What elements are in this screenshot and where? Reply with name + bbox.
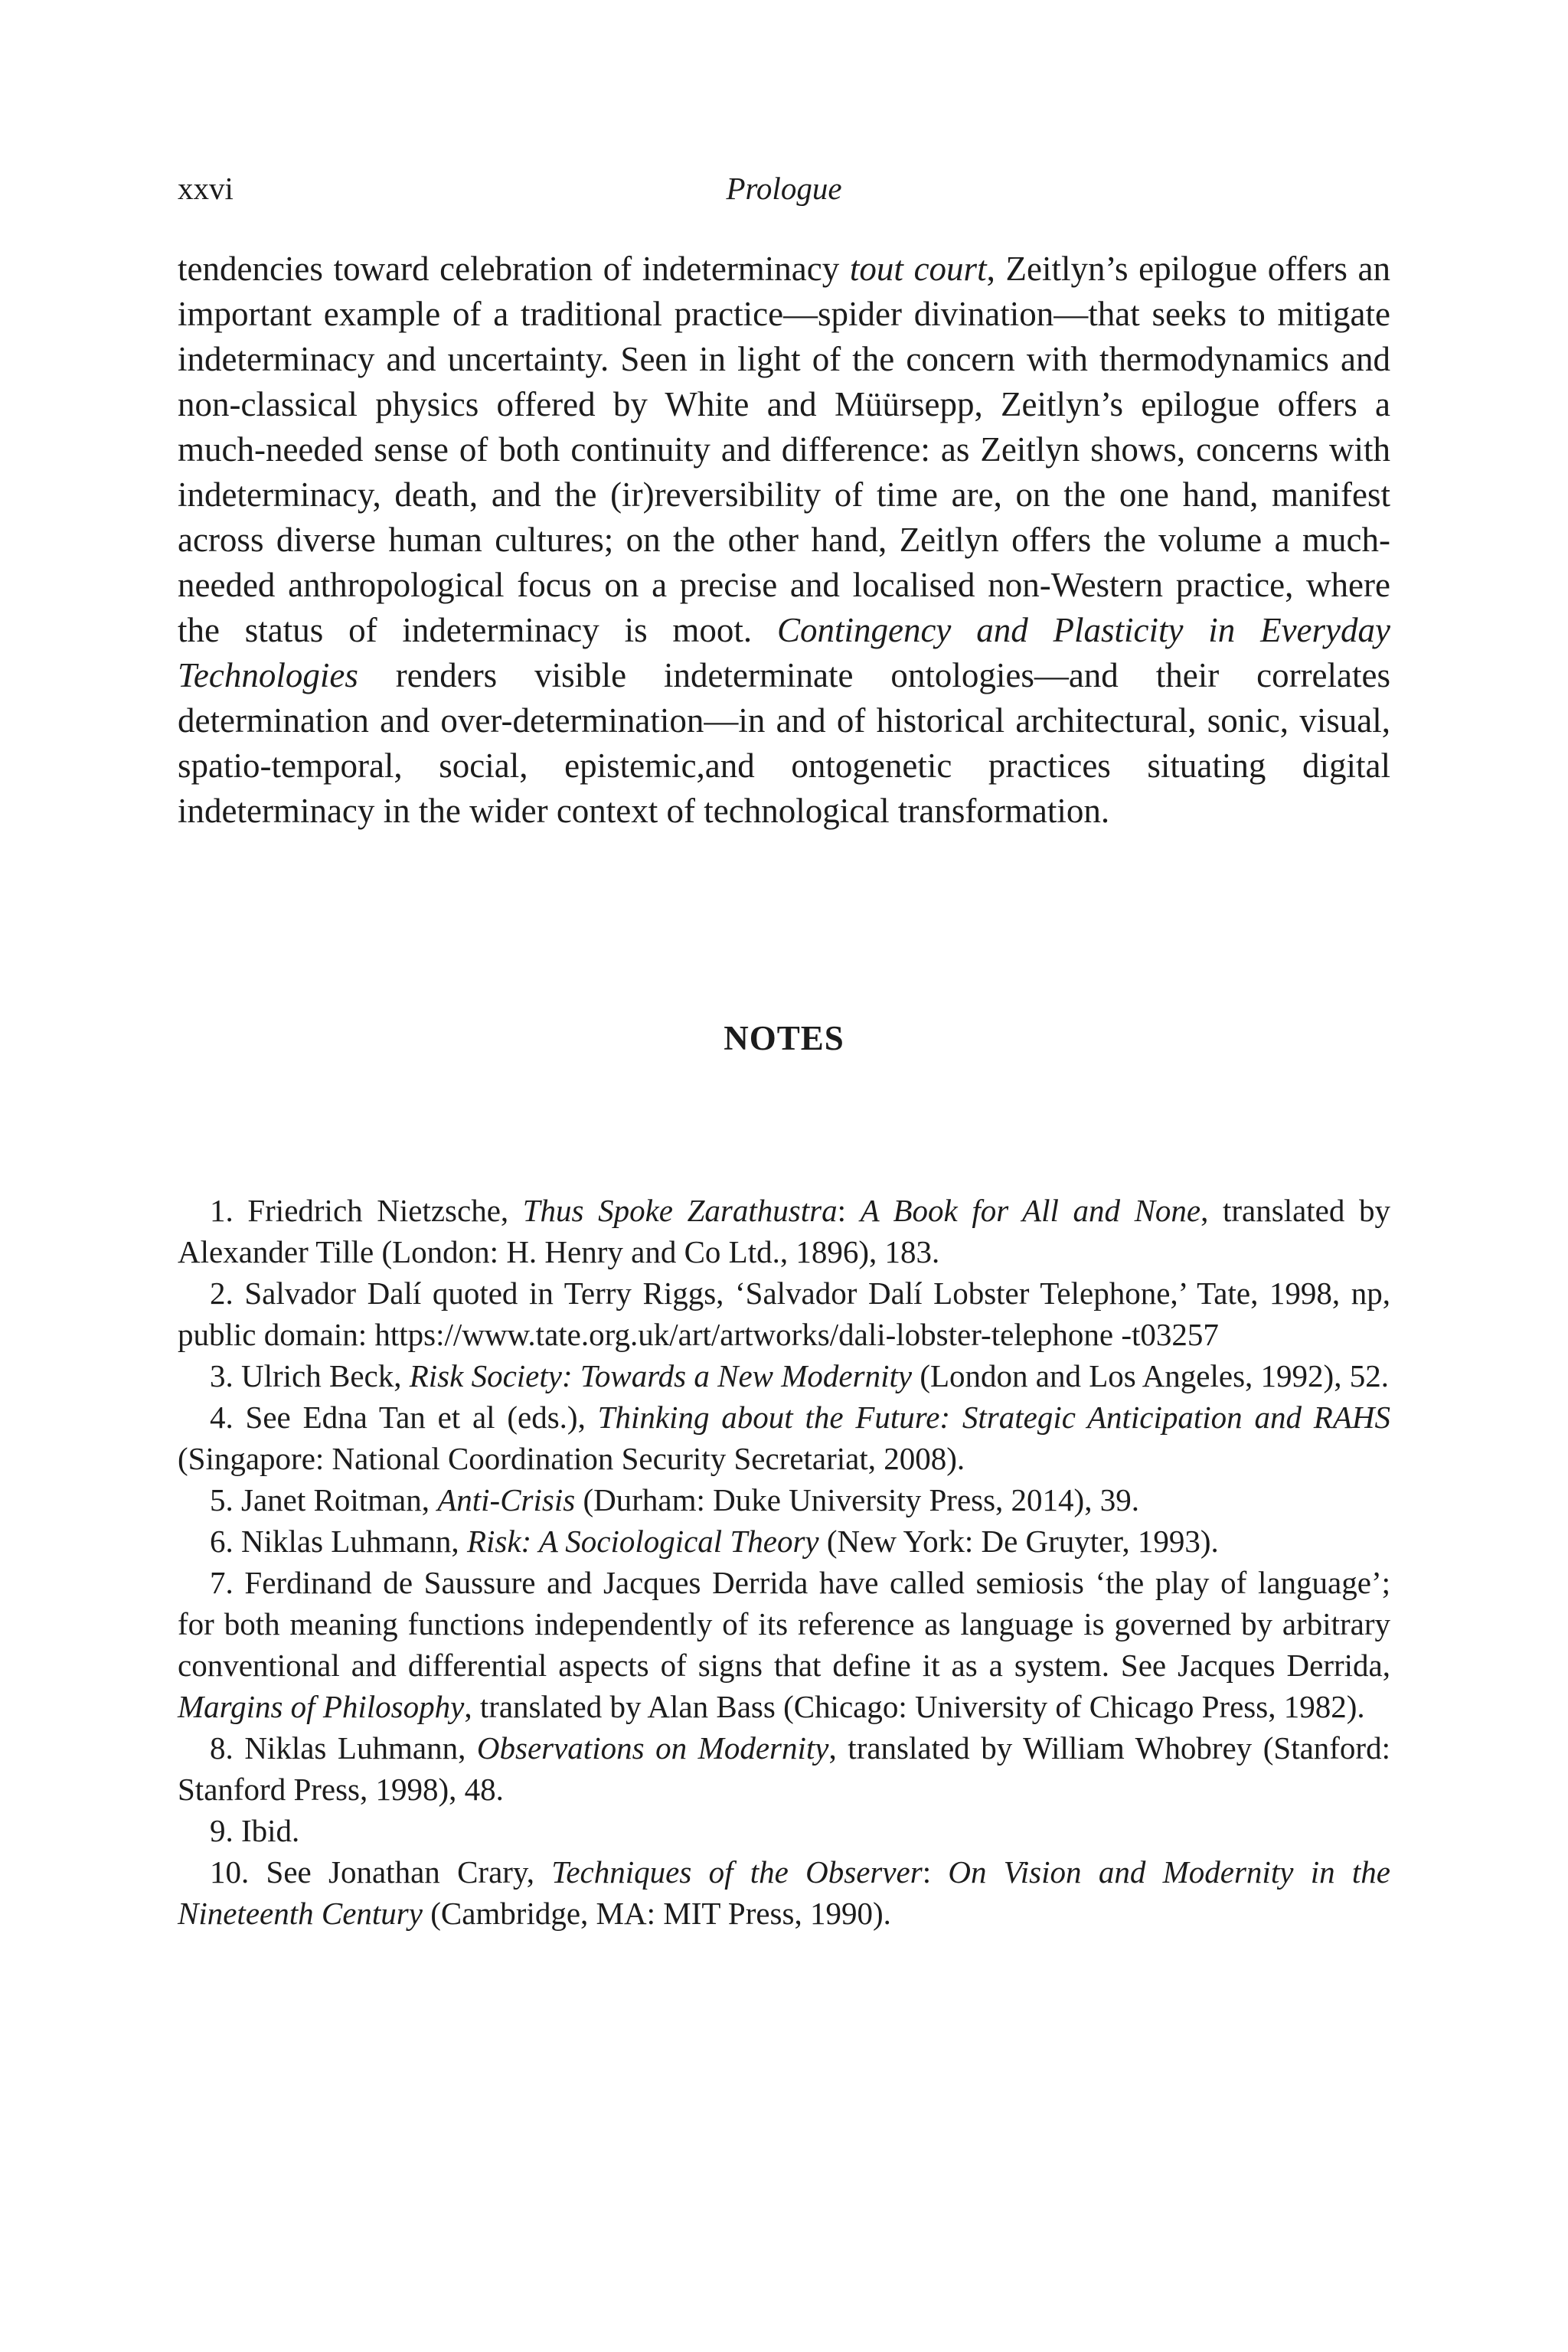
note-item [178,1190,1390,1272]
note-text: 8. Niklas Luhmann, [210,1730,477,1766]
body-italic-segment: tout court [849,250,987,288]
note-text: (New York: De Gruyter, 1993). [818,1524,1219,1559]
note-item [178,1562,1390,1727]
note-italic: A Book for All and None [860,1193,1201,1228]
note-italic: Thus Spoke Zarathustra [522,1193,838,1228]
note-text: (Singapore: National Coordination Security Secretariat, 2008). [178,1441,965,1476]
note-item [178,1727,1390,1810]
note-text: , translated by William Whobrey (Stanford: Stanford Press, 1998), 48. [178,1730,1390,1807]
note-item [178,1810,1390,1851]
note-italic: Techniques of the Observer [551,1854,923,1890]
note-item [178,1479,1390,1521]
note-text: 1. Friedrich Nietzsche, [210,1193,523,1228]
note-italic: Risk Society: Towards a New Modernity [409,1358,913,1393]
note-text: 4. See Edna Tan et al (eds.), [210,1400,598,1435]
note-text: (Cambridge, MA: MIT Press, 1990). [422,1896,891,1931]
note-text: (London and Los Angeles, 1992), 52. [912,1358,1389,1393]
note-text: 6. Niklas Luhmann, [210,1524,467,1559]
body-text-segment: tendencies toward celebration of indeterminacy [178,250,850,288]
note-text: 5. Janet Roitman, [210,1482,438,1517]
note-italic: On Vision and Modernity in the Nineteenth Century [178,1854,1390,1931]
running-title: Prologue [726,171,842,206]
note-text: , translated by Alexander Tille (London: H. Henry and Co Ltd., 1896), 183. [178,1193,1390,1269]
note-italic: Thinking about the Future: Strategic Anticipation and RAHS [597,1400,1390,1435]
note-text: : [837,1193,861,1228]
note-italic: Margins of Philosophy [178,1689,465,1724]
running-head [178,167,1390,210]
note-text: (Durham: Duke University Press, 2014), 39. [575,1482,1139,1517]
note-italic: Anti-Crisis [437,1482,576,1517]
note-italic: Risk: A Sociological Theory [466,1524,819,1559]
note-text: 3. Ulrich Beck, [210,1358,410,1393]
body-italic-segment: Contingency and Plasticity in Everyday Technologies [178,611,1390,694]
notes-heading: NOTES [724,1019,844,1057]
note-text: 9. Ibid. [210,1813,300,1848]
note-item [178,1355,1390,1396]
note-text: 2. Salvador Dalí quoted in Terry Riggs, ‘Salvador Dalí Lobster Telephone,’ Tate, 1998, np, public domain: https://www.tate.org.uk/art/artworks/dali-lobster-telephone -t03257 [178,1276,1390,1352]
notes-list [178,1190,1390,1934]
body-paragraph [178,247,1390,834]
page-number: xxvi [178,171,234,206]
note-text: 10. See Jonathan Crary, [210,1854,552,1890]
note-text: 7. Ferdinand de Saussure and Jacques Derrida have called semiosis ‘the play of language’; for both meaning functions independently of its reference as language is governed by arbitrary conventional and differential aspects of signs that define it as a system. See Jacques Derrida, [178,1565,1390,1683]
note-text: , translated by Alan Bass (Chicago: University of Chicago Press, 1982). [464,1689,1365,1724]
note-item [178,1272,1390,1355]
body-text-segment: , Zeitlyn’s epilogue offers an important example of a traditional practice—spider divination—that seeks to mitigate indeterminacy and uncertainty. Seen in light of the concern with thermodynamics and non-classical physics offered by White and Müürsepp, Zeitlyn’s epilogue offers a much-needed sense of both continuity and difference: as Zeitlyn shows, concerns with indeterminacy, death, and the (ir)reversibility of time are, on the one hand, manifest across diverse human cultures; on the other hand, Zeitlyn offers the volume a much-needed anthropological focus on a precise and localised non-Western practice, where the status of indeterminacy is moot. [178,250,1390,649]
body-text-segment: renders visible indeterminate ontologies—and their correlates determination and over-determination—in and of historical architectural, sonic, visual, spatio-temporal, social, epistemic,and ontogenetic practices situating digital indeterminacy in the wider context of technological transformation. [178,656,1390,830]
note-text: : [922,1854,949,1890]
note-item [178,1851,1390,1934]
note-item [178,1396,1390,1479]
note-item [178,1521,1390,1562]
note-italic: Observations on Modernity [476,1730,829,1766]
